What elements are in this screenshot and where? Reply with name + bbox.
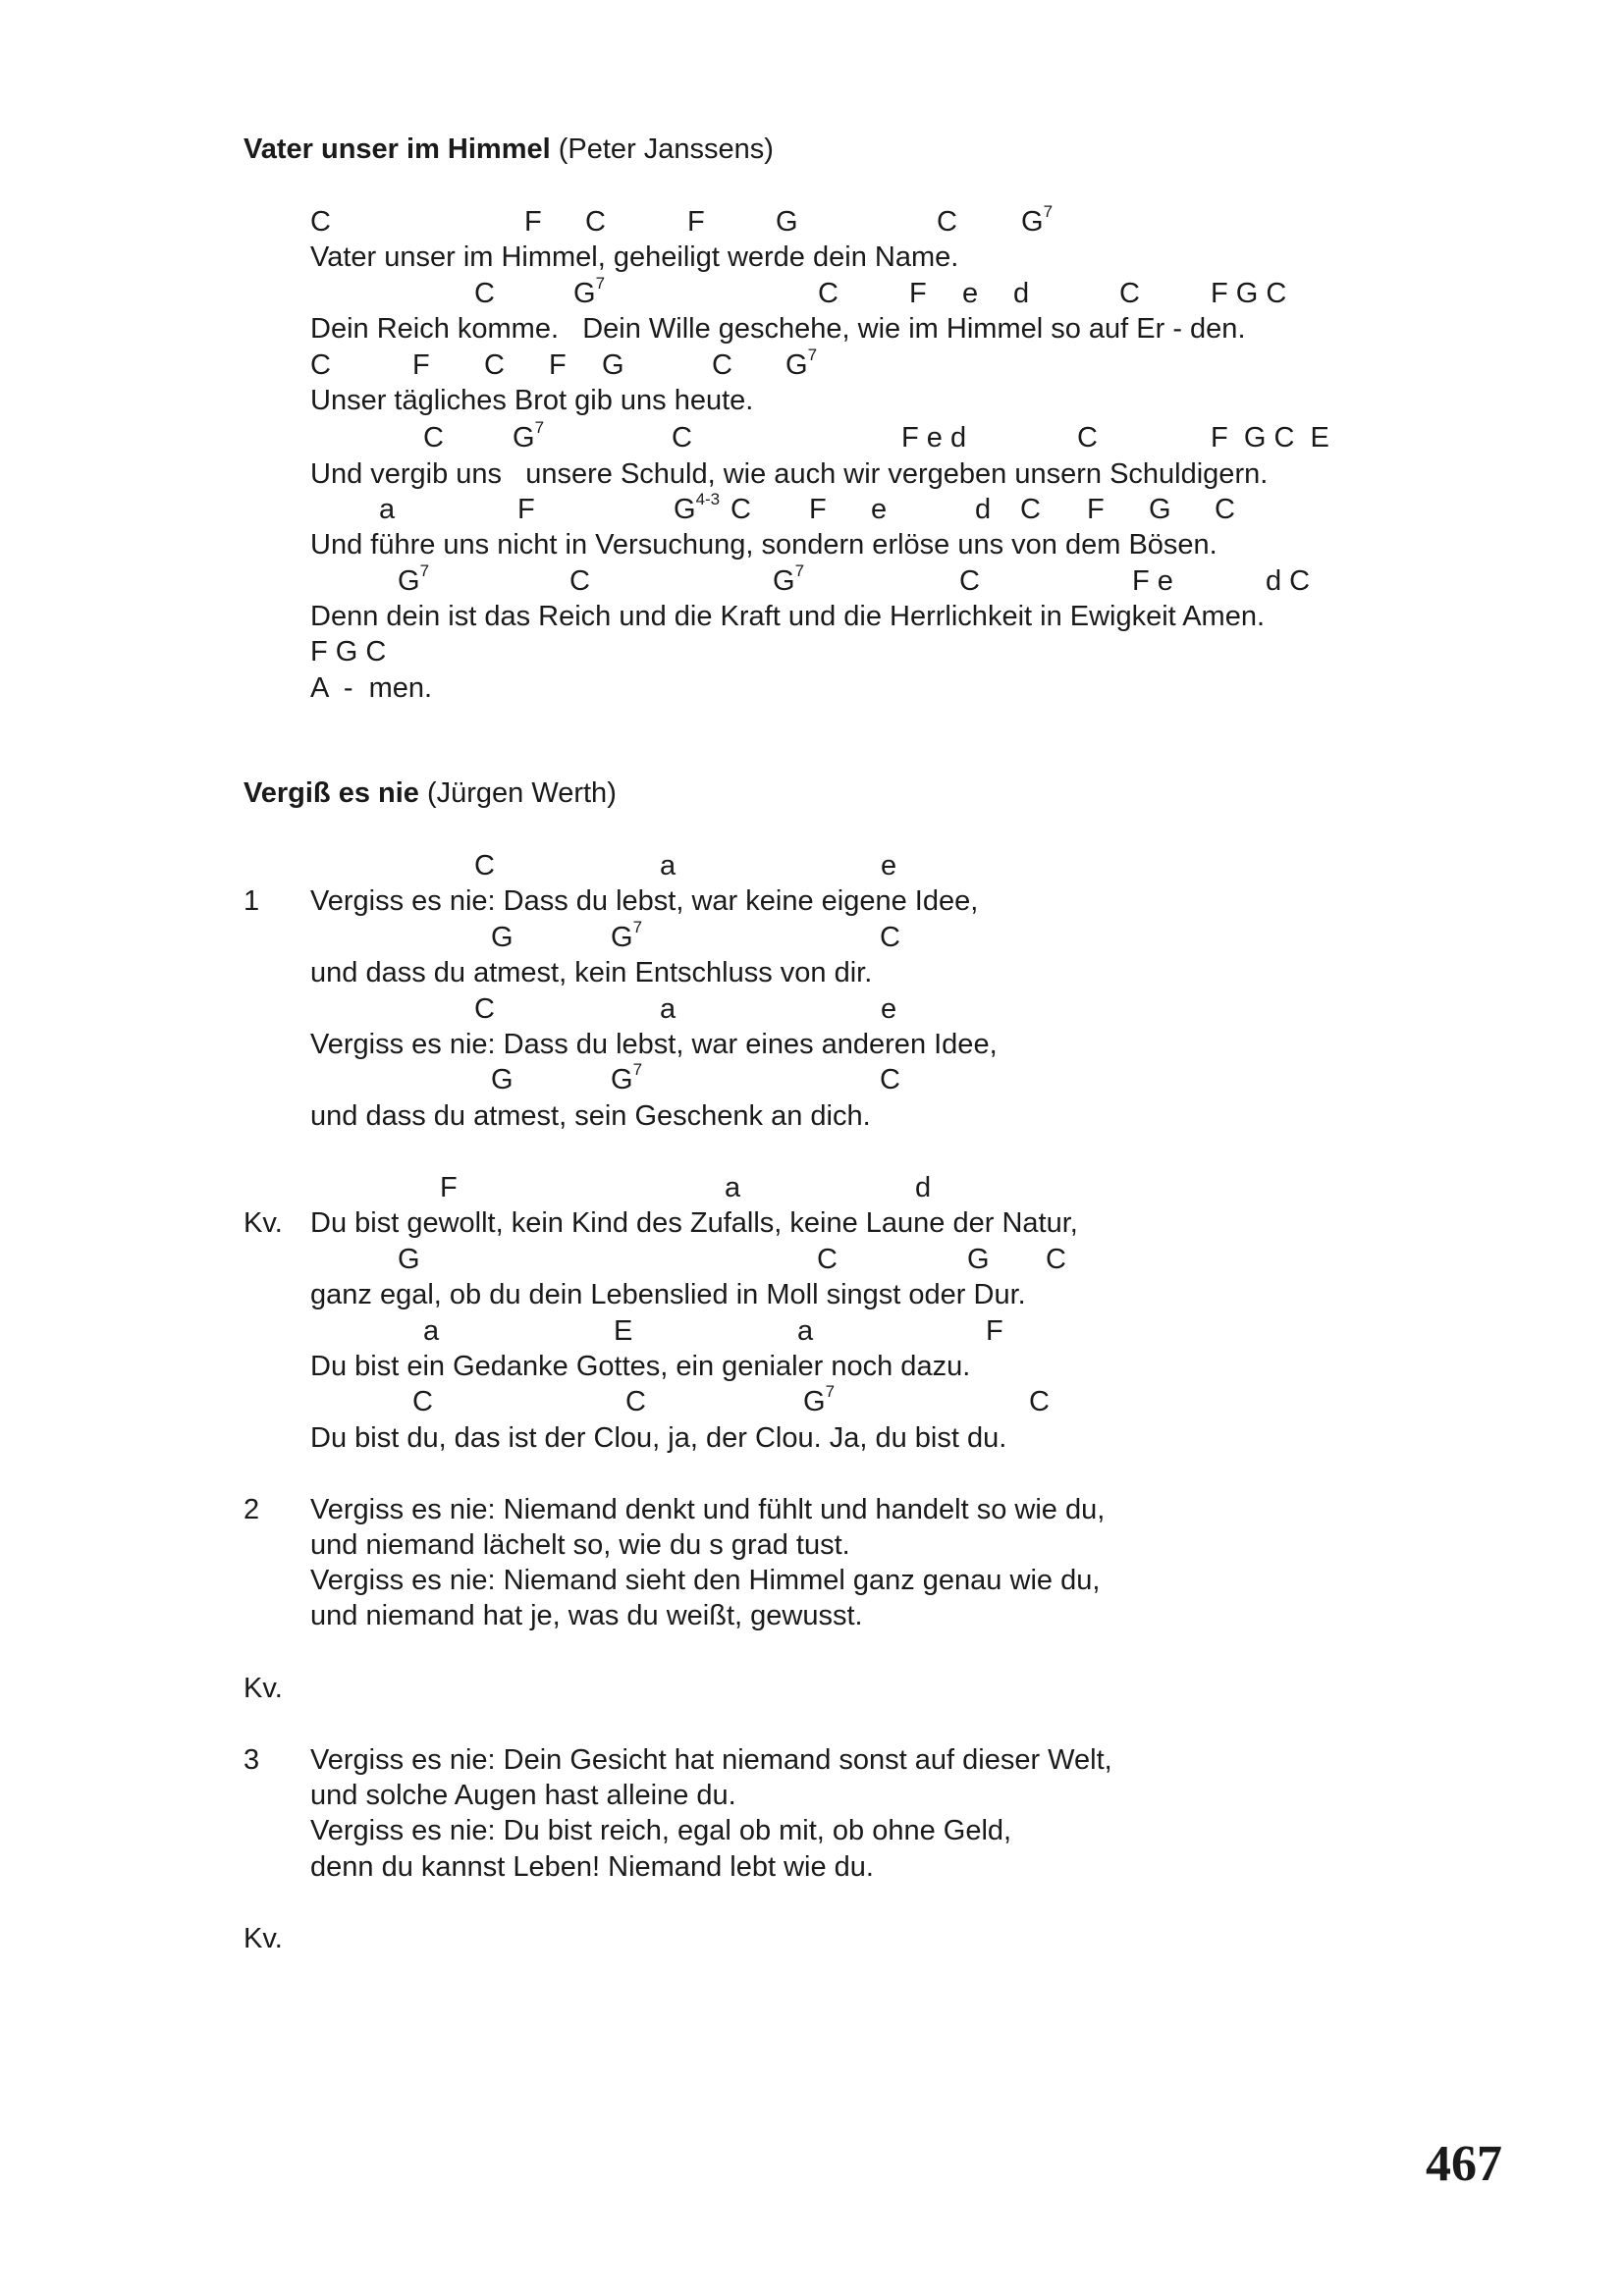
chord-symbol: C [1077, 422, 1098, 454]
chord-symbol: a [725, 1172, 741, 1203]
chord-superscript: 7 [794, 561, 805, 580]
chord-symbol: d [1013, 278, 1030, 309]
chord-superscript: 7 [632, 918, 643, 936]
lyric-line: Vergiss es nie: Du bist reich, egal ob mit, ob ohne Geld, [310, 1815, 1012, 1846]
chord-symbol: C [310, 206, 331, 238]
chord-symbol: $G^7$ [573, 274, 606, 309]
verse-number: 2 [243, 1494, 260, 1525]
chord-symbol: $G^7$ [611, 918, 643, 953]
chord-symbol: C [1046, 1244, 1066, 1275]
chord-symbol: F e d [901, 422, 967, 454]
verse-number: 1 [243, 885, 260, 917]
chord-symbol: G [398, 1244, 420, 1275]
chord-symbol: e [962, 278, 979, 309]
chord-symbol: $G^7$ [785, 346, 818, 381]
chord-symbol: d C [1266, 565, 1311, 597]
lyric-line: Denn dein ist das Reich und die Kraft und die Herrlichkeit in Ewigkeit Amen. [310, 601, 1266, 632]
chord-symbol: e [871, 494, 888, 525]
chord-superscript: 7 [419, 561, 430, 580]
chord-symbol: C [310, 349, 331, 381]
chord-symbol: C [569, 565, 590, 597]
chord-symbol: e [881, 850, 897, 881]
chord-symbol: C [423, 422, 444, 454]
chord-symbol: C [585, 206, 606, 238]
chord-symbol: F G C E [1211, 422, 1329, 454]
verse-number: 3 [243, 1744, 260, 1776]
lyric-line: Vergiss es nie: Dein Gesicht hat niemand sonst auf dieser Welt, [310, 1744, 1112, 1776]
chord-symbol: C [672, 422, 692, 454]
chord-symbol: e [881, 993, 897, 1025]
lyric-line: A - men. [310, 672, 433, 704]
refrain-label: Kv. [243, 1207, 283, 1239]
chord-symbol: C [474, 278, 495, 309]
lyric-line: ganz egal, ob du dein Lebenslied in Moll singst oder Dur. [310, 1279, 1026, 1310]
chord-symbol: F [809, 494, 827, 525]
chord-symbol: a [379, 494, 396, 525]
page-number: 467 [1426, 2136, 1502, 2192]
chord-symbol: C [474, 993, 495, 1025]
lyric-line: und niemand hat je, was du weißt, gewusst. [310, 1600, 863, 1631]
chord-symbol: F [909, 278, 927, 309]
chord-symbol: F [687, 206, 705, 238]
song-title-vater-unser [243, 133, 774, 166]
chord-symbol: $G^7$ [513, 418, 545, 454]
chord-symbol: C [730, 494, 751, 525]
lyric-line: und niemand lächelt so, wie du s grad tust. [310, 1529, 850, 1561]
lyric-line: Du bist ein Gedanke Gottes, ein genialer noch dazu. [310, 1351, 971, 1382]
lyric-line: Vergiss es nie: Niemand sieht den Himmel ganz genau wie du, [310, 1565, 1101, 1596]
lyric-line: Vater unser im Himmel, geheiligt werde dein Name. [310, 241, 959, 273]
chord-symbol: C [959, 565, 980, 597]
chord-symbol: F [1087, 494, 1105, 525]
chord-symbol: F [412, 349, 430, 381]
lyric-line: Vergiss es nie: Dass du lebst, war eines anderen Idee, [310, 1029, 998, 1060]
chord-symbol: C [817, 1244, 838, 1275]
chord-superscript: 7 [1043, 202, 1054, 221]
lyric-line: Du bist du, das ist der Clou, ja, der Clou. Ja, du bist du. [310, 1422, 1007, 1454]
lyric-line: Vergiss es nie: Niemand denkt und fühlt und handelt so wie du, [310, 1494, 1106, 1525]
chord-symbol: C [1020, 494, 1041, 525]
chord-superscript: 7 [534, 418, 545, 437]
chord-symbol: C [1029, 1386, 1050, 1417]
lyric-line: Dein Reich komme. Dein Wille geschehe, wie im Himmel so auf Er - den. [310, 313, 1246, 345]
chord-symbol: $G^7$ [398, 561, 430, 597]
lyric-line: und solche Augen hast alleine du. [310, 1780, 736, 1811]
chord-symbol: G [1149, 494, 1171, 525]
lyric-line: und dass du atmest, kein Entschluss von dir. [310, 957, 873, 988]
lyric-line: Unser tägliches Brot gib uns heute. [310, 385, 754, 416]
chord-symbol: C [818, 278, 839, 309]
chord-symbol: C [625, 1386, 646, 1417]
refrain-reference: Kv. [243, 1923, 283, 1954]
chord-symbol: G [967, 1244, 990, 1275]
chord-symbol: C [880, 922, 900, 953]
chord-symbol: d [975, 494, 992, 525]
chord-symbol: C [1215, 494, 1235, 525]
chord-symbol: C [474, 850, 495, 881]
chord-symbol: $G^{4-3}$ [674, 490, 721, 525]
chord-symbol: F G C [310, 636, 387, 667]
chord-symbol: C [712, 349, 732, 381]
chord-symbol: F G C [1211, 278, 1287, 309]
chord-symbol: C [937, 206, 957, 238]
lyric-line: Und vergib uns unsere Schuld, wie auch wir vergeben unsern Schuldigern. [310, 458, 1269, 490]
chord-symbol: F [524, 206, 542, 238]
chord-symbol: F [986, 1315, 1003, 1347]
chord-symbol: C [412, 1386, 433, 1417]
chord-symbol: a [660, 850, 676, 881]
song-title-vergiss-es-nie [243, 777, 617, 810]
song-author: (Jürgen Werth) [426, 777, 617, 809]
chord-symbol: a [797, 1315, 814, 1347]
chord-symbol: G [602, 349, 624, 381]
chord-superscript: 7 [807, 346, 818, 364]
lyric-line: und dass du atmest, sein Geschenk an dich. [310, 1100, 871, 1132]
chord-symbol: a [660, 993, 676, 1025]
chord-superscript: 7 [825, 1382, 836, 1401]
refrain-reference: Kv. [243, 1673, 283, 1704]
chord-symbol: $G^7$ [611, 1060, 643, 1095]
chord-symbol: $G^7$ [773, 561, 805, 597]
chord-symbol: $G^7$ [803, 1382, 836, 1417]
chord-symbol: G [491, 922, 514, 953]
chord-symbol: G [776, 206, 798, 238]
chord-symbol: C [484, 349, 505, 381]
chord-symbol: d [915, 1172, 932, 1203]
chord-symbol: F [440, 1172, 458, 1203]
song-author: (Peter Janssens) [558, 133, 774, 165]
lyric-line: Vergiss es nie: Dass du lebst, war keine eigene Idee, [310, 885, 979, 917]
chord-symbol: F [517, 494, 535, 525]
chord-superscript: 4-3 [695, 490, 721, 508]
chord-superscript: 7 [632, 1060, 643, 1079]
lyric-line: denn du kannst Leben! Niemand lebt wie du. [310, 1851, 874, 1883]
lyric-line: Du bist gewollt, kein Kind des Zufalls, keine Laune der Natur, [310, 1207, 1078, 1239]
chord-superscript: 7 [595, 274, 606, 293]
chord-symbol: G [491, 1064, 514, 1095]
chord-symbol: F [549, 349, 567, 381]
chord-symbol: C [1119, 278, 1140, 309]
chord-symbol: E [614, 1315, 633, 1347]
chord-symbol: C [880, 1064, 900, 1095]
chord-symbol: a [423, 1315, 440, 1347]
song-title-text: Vergiß es nie [243, 777, 419, 809]
song-title-text: Vater unser im Himmel [243, 133, 551, 165]
chord-symbol: $G^7$ [1021, 202, 1054, 238]
lyric-line: Und führe uns nicht in Versuchung, sondern erlöse uns von dem Bösen. [310, 529, 1217, 561]
chord-symbol: F e [1132, 565, 1173, 597]
